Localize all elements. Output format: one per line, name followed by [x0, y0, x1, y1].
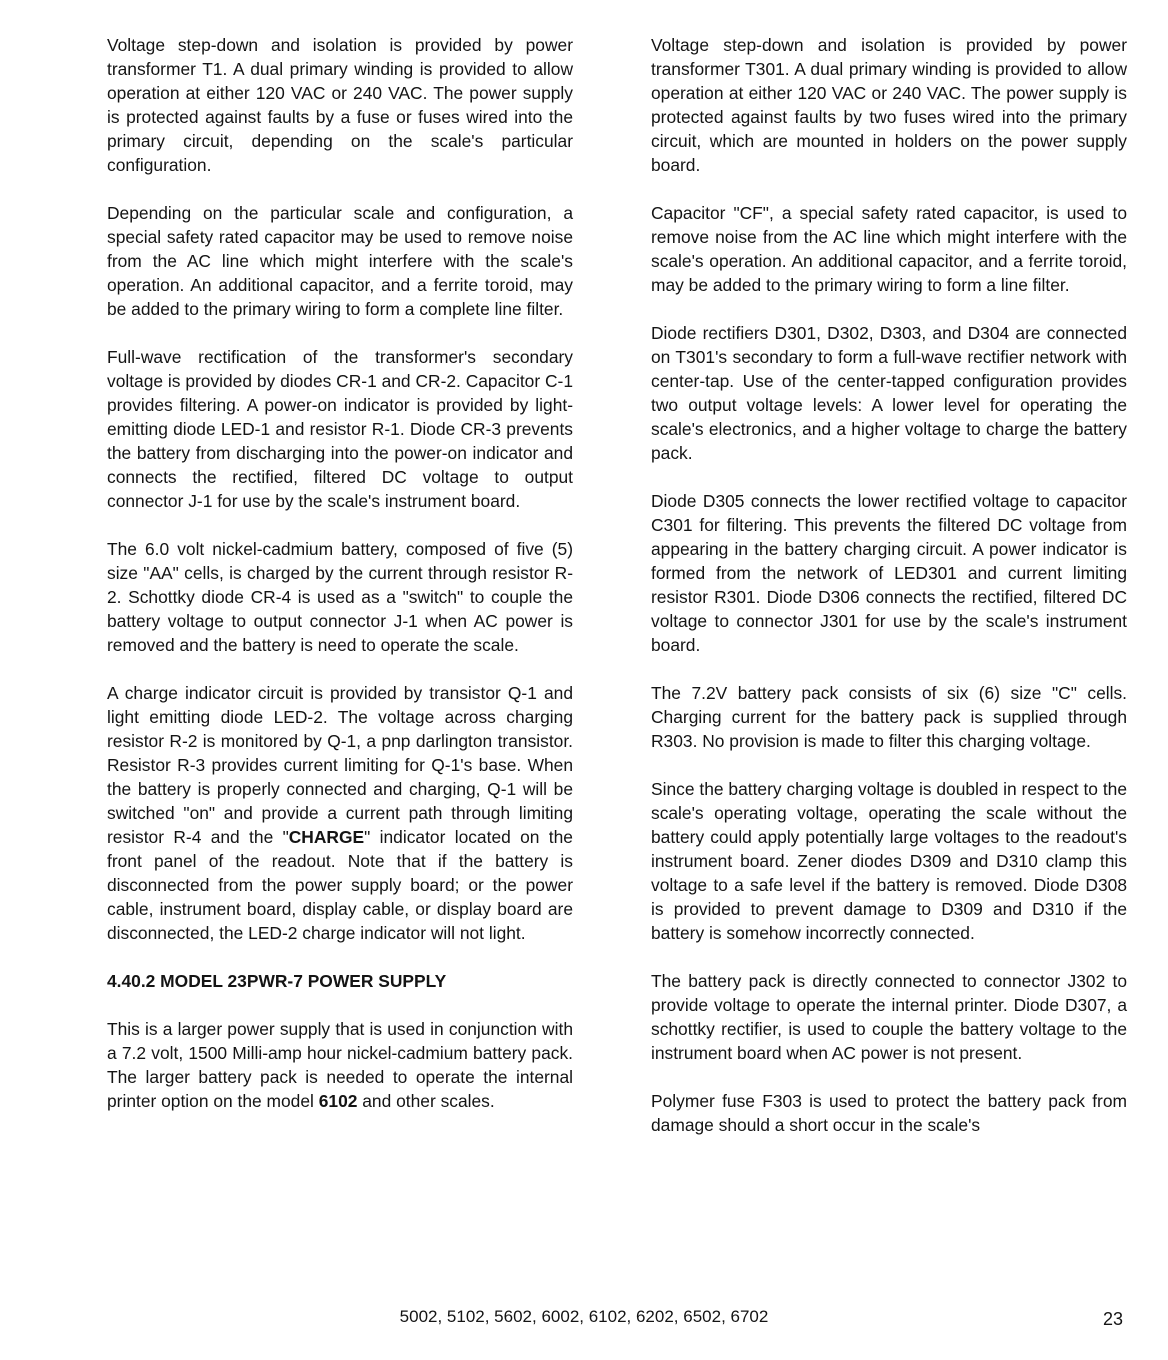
paragraph-polymer-fuse: Polymer fuse F303 is used to protect the battery pack from damage should a short occur in the scale's — [651, 1091, 1127, 1135]
paragraph-transformer-t301: Voltage step-down and isolation is provided by power transformer T301. A dual primary winding is provided to allow operation at either 120 VAC or 240 VAC. The power supply is protected against faults by two fuses wired into the primary circuit, which are mounted in holders on the power supply board. — [651, 35, 1127, 175]
paragraph-capacitor-cf: Capacitor "CF", a special safety rated capacitor, is used to remove noise from the AC line which might interfere with the scale's operation. An additional capacitor, and a ferrite toroid, may be added to the primary wiring to form a line filter. — [651, 203, 1127, 295]
paragraph-larger-supply — [107, 1017, 573, 1113]
left-column — [107, 33, 573, 1113]
paragraph-charging-voltage: Since the battery charging voltage is doubled in respect to the scale's operating voltage, operating the scale without the battery could apply potentially large voltages to the readout's instrument board. Zener diodes D309 and D310 clamp this voltage to a safe level if the battery is removed. Diode D308 is provided to prevent damage to D309 and D310 if the battery is somehow incorrectly connected. — [651, 779, 1127, 943]
paragraph-diode-d305: Diode D305 connects the lower rectified voltage to capacitor C301 for filtering. This prevents the filtered DC voltage from appearing in the battery charging circuit. A power indicator is formed from the network of LED301 and current limiting resistor R301. Diode D306 connects the rectified, filtered DC voltage to connector J301 for use by the scale's instrument board. — [651, 491, 1127, 655]
charge-bold-label: CHARGE — [288, 827, 365, 847]
paragraph-battery-pack: The 7.2V battery pack consists of six (6) size "C" cells. Charging current for the battery pack is supplied through R303. No provision is made to filter this charging voltage. — [651, 683, 1127, 751]
charge-text-after: " indicator located on the front panel of the readout. Note that if the battery is disconnected from the power supply board; or the power cable, instrument board, display cable, or display board are disconnected, the LED-2 charge indicator will not light. — [107, 827, 573, 943]
section-heading: 4.40.2 MODEL 23PWR-7 POWER SUPPLY — [107, 971, 447, 991]
paragraph-rectification: Full-wave rectification of the transformer's secondary voltage is provided by diodes CR-1 and CR-2. Capacitor C-1 provides filtering. A power-on indicator is provided by light-emitting diode LED-1 and resistor R-1. Diode CR-3 prevents the battery from discharging into the power-on indicator and connects the rectified, filtered DC voltage to output connector J-1 for use by the scale's instrument board. — [107, 347, 573, 511]
right-column — [651, 33, 1127, 1137]
paragraph-transformer-t1: Voltage step-down and isolation is provided by power transformer T1. A dual primary winding is provided to allow operation at either 120 VAC or 240 VAC. The power supply is protected against faults by a fuse or fuses wired into the primary circuit, depending on the scale's particular configuration. — [107, 35, 573, 175]
paragraph-connector-j302: The battery pack is directly connected to connector J302 to provide voltage to operate the internal printer. Diode D307, a schottky rectifier, is used to couple the battery voltage to the instrument board when AC power is not present. — [651, 971, 1127, 1063]
paragraph-battery: The 6.0 volt nickel-cadmium battery, composed of five (5) size "AA" cells, is charged by the current through resistor R-2. Schottky diode CR-4 is used as a "switch" to couple the battery voltage to output connector J-1 when AC power is removed and the battery is need to operate the scale. — [107, 539, 573, 655]
larger-supply-text-after: and other scales. — [357, 1091, 495, 1111]
page-number: 23 — [1103, 1309, 1124, 1329]
larger-supply-text-before: This is a larger power supply that is used in conjunction with a 7.2 volt, 1500 Milli-amp hour nickel-cadmium battery pack. The larger battery pack is needed to operate the internal printer option on the model — [107, 1019, 573, 1111]
model-bold-label: 6102 — [318, 1091, 358, 1111]
paragraph-line-filter: Depending on the particular scale and configuration, a special safety rated capacitor may be used to remove noise from the AC line which might interfere with the scale's operation. An additional capacitor, and a ferrite toroid, may be added to the primary wiring to form a complete line filter. — [107, 203, 573, 319]
charge-text-before: A charge indicator circuit is provided by transistor Q-1 and light emitting diode LED-2. The voltage across charging resistor R-2 is monitored by Q-1, a pnp darlington transistor. Resistor R-3 provides current limiting for Q-1's base. When the battery is properly connected and charging, Q-1 will be switched "on" and provide a current path through limiting resistor R-4 and the " — [107, 683, 573, 847]
paragraph-charge-indicator — [107, 681, 573, 945]
paragraph-diode-rectifiers: Diode rectifiers D301, D302, D303, and D304 are connected on T301's secondary to form a full-wave rectifier network with center-tap. Use of the center-tapped configuration provides two output voltage levels: A lower level for operating the scale's electronics, and a higher voltage to charge the battery pack. — [651, 323, 1127, 463]
footer-model-list: 5002, 5102, 5602, 6002, 6102, 6202, 6502, 6702 — [399, 1307, 769, 1326]
